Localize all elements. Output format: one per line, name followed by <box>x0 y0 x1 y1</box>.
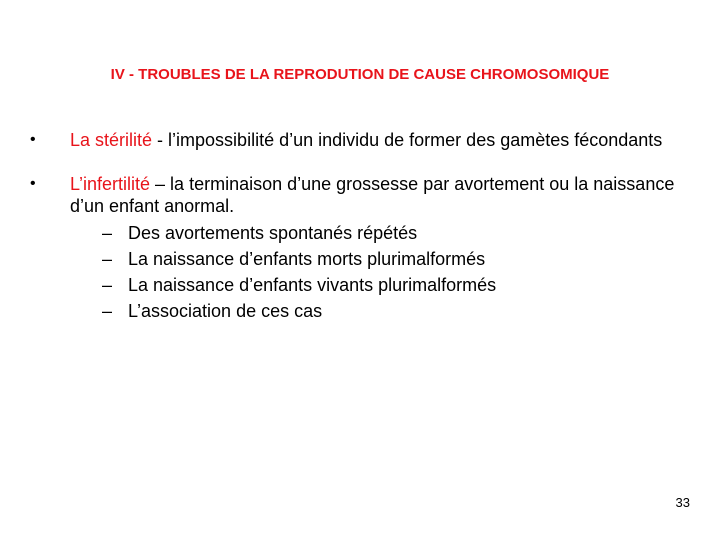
bullet-list <box>30 129 690 324</box>
page-number: 33 <box>675 495 690 510</box>
dash-marker: – <box>102 301 113 321</box>
sub-bullet-item <box>102 298 690 324</box>
bullet-marker: • <box>30 131 36 148</box>
sub-bullet-text: L’association de ces cas <box>128 301 323 321</box>
bullet-item-infertilite <box>30 173 690 324</box>
sub-bullet-text: La naissance d’enfants vivants plurimalformés <box>128 275 497 295</box>
sub-bullet-list <box>70 220 690 324</box>
bullet-item-sterilite <box>30 129 690 151</box>
term-infertilite: L’infertilité <box>70 174 151 194</box>
sub-bullet-item <box>102 246 690 272</box>
sub-bullet-text: Des avortements spontanés répétés <box>128 223 418 243</box>
slide-title: IV - TROUBLES DE LA REPRODUTION DE CAUSE CHROMOSOMIQUE <box>110 66 610 83</box>
sub-bullet-item <box>102 272 690 298</box>
dash-marker: – <box>102 275 113 295</box>
dash-marker: – <box>102 223 113 243</box>
sub-bullet-item <box>102 220 690 246</box>
definition-infertilite: – la terminaison d’une grossesse par avortement ou la naissance d’un enfant anormal. <box>70 174 675 216</box>
term-sterilite: La stérilité <box>70 130 153 150</box>
definition-sterilite: - l’impossibilité d’un individu de former des gamètes fécondants <box>152 130 663 150</box>
sub-bullet-text: La naissance d’enfants morts plurimalformés <box>128 249 486 269</box>
dash-marker: – <box>102 249 113 269</box>
bullet-marker: • <box>30 175 36 192</box>
